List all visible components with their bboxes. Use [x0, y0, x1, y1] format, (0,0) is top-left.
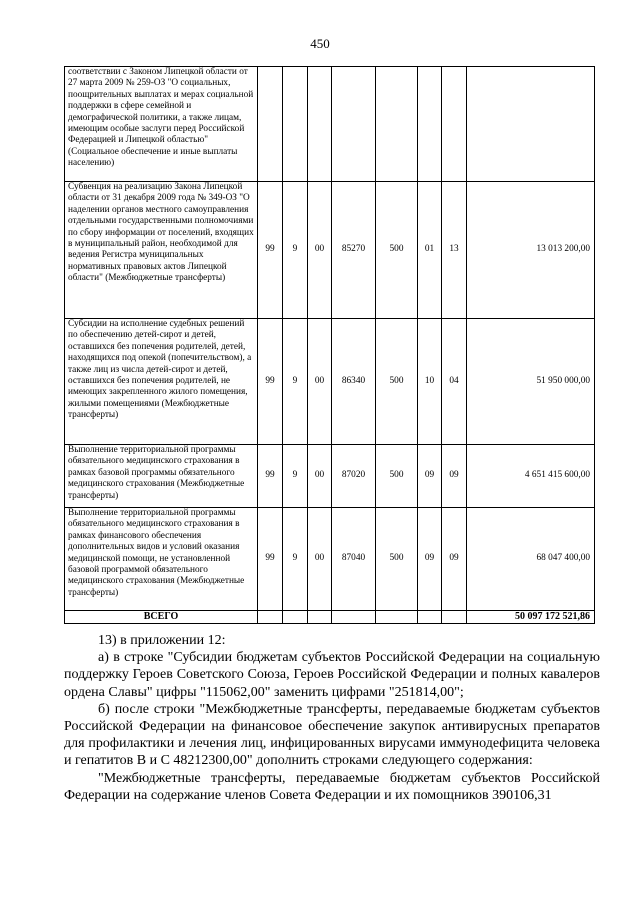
cell-code-4: 87020 — [332, 445, 376, 508]
empty-cell — [442, 611, 467, 624]
cell-code-1 — [258, 67, 283, 182]
cell-code-2 — [283, 67, 308, 182]
total-row — [65, 611, 595, 624]
cell-code-7: 13 — [442, 182, 467, 319]
cell-code-6: 09 — [418, 445, 442, 508]
cell-code-7: 09 — [442, 445, 467, 508]
cell-code-4: 85270 — [332, 182, 376, 319]
cell-code-6: 09 — [418, 508, 442, 611]
cell-code-6: 10 — [418, 319, 442, 445]
cell-amount: 4 651 415 600,00 — [467, 445, 595, 508]
cell-code-3: 00 — [308, 319, 332, 445]
cell-code-3: 00 — [308, 182, 332, 319]
cell-amount: 13 013 200,00 — [467, 182, 595, 319]
paragraph-13: 13) в приложении 12: — [98, 633, 226, 648]
empty-cell — [258, 611, 283, 624]
table-row — [65, 445, 595, 508]
row-description: Выполнение территориальной программы обязательного медицинского страхования в рамках финансового обеспечения дополнительных видов и условий оказания медицинской помощи, не установленной базовой программой обязательного медицинского страхования (Межбюджетные трансферты) — [65, 508, 258, 611]
cell-code-5: 500 — [376, 508, 418, 611]
paragraph-a: а) в строке "Субсидии бюджетам субъектов Российской Федерации на социальную поддержку Героев Советского Союза, Героев Российской Федерации и полных кавалеров ордена Славы" цифры "115062,00" заменить цифрами "251814,00"; — [64, 650, 600, 700]
cell-code-2: 9 — [283, 445, 308, 508]
cell-code-1: 99 — [258, 508, 283, 611]
empty-cell — [332, 611, 376, 624]
cell-code-4 — [332, 67, 376, 182]
cell-code-4: 87040 — [332, 508, 376, 611]
empty-cell — [376, 611, 418, 624]
empty-cell — [283, 611, 308, 624]
paragraph-quote: "Межбюджетные трансферты, передаваемые бюджетам субъектов Российской Федерации на содержание членов Совета Федерации и их помощников 390106,31 — [64, 770, 600, 803]
table-row — [65, 182, 595, 319]
row-description: Субсидии на исполнение судебных решений по обеспечению детей-сирот и детей, оставшихся без попечения родителей, детей, находящихся под опекой (попечительством), а также лиц из числа детей-сирот и детей, оставшихся без попечения родителей, не имеющих закрепленного жилого помещения, жилыми помещениями (Межбюджетные трансферты) — [65, 319, 258, 445]
cell-amount: 51 950 000,00 — [467, 319, 595, 445]
row-description: Выполнение территориальной программы обязательного медицинского страхования в рамках базовой программы обязательного медицинского страхования (Межбюджетные трансферты) — [65, 445, 258, 508]
cell-code-3: 00 — [308, 445, 332, 508]
page-number: 450 — [310, 36, 330, 51]
table-row — [65, 67, 595, 182]
cell-code-6 — [418, 67, 442, 182]
cell-code-7: 09 — [442, 508, 467, 611]
cell-code-1: 99 — [258, 319, 283, 445]
row-description: соответствии с Законом Липецкой области от 27 марта 2009 № 259-ОЗ "О социальных, поощрительных выплатах и мерах социальной поддержки в сфере семейной и демографической политики, а также лицам, имеющим особые заслуги перед Российской Федерацией и Липецкой областью" (Социальное обеспечение и иные выплаты населению) — [65, 67, 258, 182]
cell-code-5: 500 — [376, 182, 418, 319]
cell-code-5: 500 — [376, 445, 418, 508]
table-row — [65, 319, 595, 445]
budget-table — [64, 66, 595, 624]
total-label: ВСЕГО — [65, 611, 258, 624]
row-description: Субвенция на реализацию Закона Липецкой области от 31 декабря 2009 года № 349-ОЗ "О наделении органов местного самоуправления отдельными государственными полномочиями по сбору информации от поселений, входящих в муниципальный район, необходимой для ведения Регистра муниципальных нормативных правовых актов Липецкой области" (Межбюджетные трансферты) — [65, 182, 258, 319]
cell-code-7 — [442, 67, 467, 182]
cell-code-5: 500 — [376, 319, 418, 445]
cell-code-3 — [308, 67, 332, 182]
empty-cell — [418, 611, 442, 624]
cell-code-1: 99 — [258, 182, 283, 319]
cell-code-4: 86340 — [332, 319, 376, 445]
cell-code-2: 9 — [283, 182, 308, 319]
cell-code-3: 00 — [308, 508, 332, 611]
cell-amount — [467, 67, 595, 182]
paragraph-b: б) после строки "Межбюджетные трансферты, передаваемые бюджетам субъектов Российской Федерации на финансовое обеспечение закупок антивирусных препаратов для профилактики и лечения лиц, инфицированных вирусами иммунодефицита человека и гепатитов В и С 48212300,00" дополнить строками следующего содержания: — [64, 701, 600, 769]
amendment-text — [64, 632, 600, 804]
cell-code-5 — [376, 67, 418, 182]
cell-code-7: 04 — [442, 319, 467, 445]
cell-amount: 68 047 400,00 — [467, 508, 595, 611]
cell-code-2: 9 — [283, 508, 308, 611]
table-row — [65, 508, 595, 611]
total-amount: 50 097 172 521,86 — [467, 611, 595, 624]
cell-code-6: 01 — [418, 182, 442, 319]
cell-code-1: 99 — [258, 445, 283, 508]
empty-cell — [308, 611, 332, 624]
cell-code-2: 9 — [283, 319, 308, 445]
